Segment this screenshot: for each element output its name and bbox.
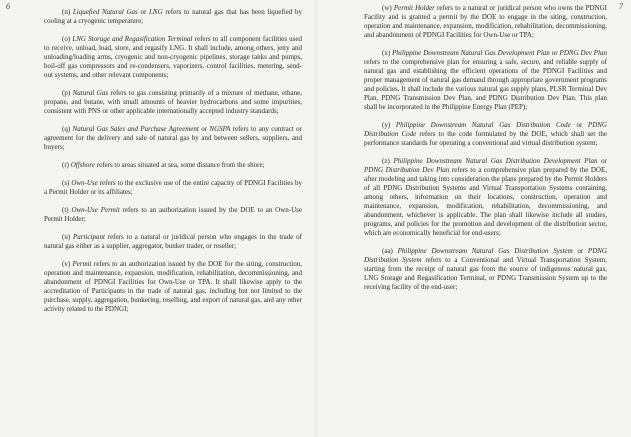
definition-paragraph [364, 4, 607, 40]
definition-text: refers to an authorization issued by the DOE for the siting, construction, operation and maintenance, expansion, modification, rehabilitation, decommissioning, and abandonment of PDNGI Facilities for Own-Use or TPA. It shall likewise apply to the accreditation of Participants in the trade of natural gas, including but not limited to the purchase, supply, aggregation, bunkering, reselling, and export of natural gas, and any other activity related to the PDNGI; [44, 260, 302, 313]
defined-term: PDNG Distribution System [364, 247, 607, 264]
defined-term: Natural Gas [72, 89, 109, 97]
defined-term: PDNG Dev Plan [559, 49, 607, 57]
definition-paragraph [44, 233, 302, 251]
defined-term: Philippine Downstream Natural Gas Distribution Development Plan [393, 157, 598, 165]
definition-text: refers to a natural or juridical person who owns the PDNGI Facility and is granted a permit by the DOE to engage in the siting, construction, operation and maintenance, expansion, modification, rehabilitation, decommissioning, and abandonment of PDNGI Facilities for Own-Use or TPA; [364, 4, 608, 39]
definition-text: or [572, 247, 588, 255]
definition-text: (q) [62, 125, 73, 133]
definition-text: or [137, 8, 150, 16]
definition-text: refers to a natural or juridical person who engages in the trade of natural gas either as a supplier, aggregator, bunker trader, or reseller; [44, 233, 302, 250]
definition-text: refers to natural gas that has been liquefied by cooling at a cryogenic temperature; [44, 8, 302, 25]
definition-text: (z) [382, 157, 394, 165]
definition-paragraph [44, 35, 302, 80]
definition-text: (r) [62, 161, 71, 169]
definition-text: (p) [62, 89, 73, 97]
defined-term: Own-Use [71, 179, 98, 187]
definition-text: refers to the exclusive use of the entire capacity of PDNGI Facilities by a Permit Holder or its affiliates; [44, 179, 302, 196]
definition-text: or [549, 49, 560, 57]
definition-paragraph [44, 8, 302, 26]
definitions-column [44, 8, 302, 323]
page-right [316, 0, 631, 437]
definitions-column [364, 4, 607, 301]
definition-text: refers to a comprehensive plan prepared by the DOE, after modeling and taking into consideration the plans prepared by the Permit Holders of all PDNG Distribution Systems and Virtual Transportation Systems containing, among others, information on their locations, construction, operation and maintenance, expansion, modification, rehabilitation, decommissioning, and abandonment, whichever is applicable. The plan shall likewise include all studies, programs, and policies for the promotion and development of the distribution sector, which are economically beneficial for end-users; [364, 166, 607, 237]
page-number: 7 [619, 2, 623, 11]
page-number: 6 [6, 2, 10, 11]
definition-text: or [570, 121, 588, 129]
definition-paragraph [364, 49, 607, 112]
definition-text: (n) [62, 8, 73, 16]
definition-paragraph [44, 179, 302, 197]
definition-text: refers to a Conventional and Virtual Transportation System, starting from the receipt of natural gas from the source of indigenous natural gas, LNG Storage and Regasification Terminal, or PDNG Transmission System up to the receiving facility of the end-user; [364, 256, 607, 291]
definition-text: refers to the comprehensive plan for ensuring a safe, secure, and reliable supply of natural gas and establishing the efficient operations of the PDNGI Facilities and proper management of natural gas demand through appropriate government programs and policies. It shall include the various natural gas supply plans, PLSR Terminal Dev Plan, PDNG Transmission Dev Plan, and PDNG Distribution Dev Plan. This plan shall be incorporated in the Philippine Energy Plan (PEP); [364, 58, 607, 111]
definition-text: refers to areas situated at sea, some distance from the shore; [95, 161, 265, 169]
definition-paragraph [44, 206, 302, 224]
defined-term: Philippine Downstream Natural Gas Distribution System [397, 247, 573, 255]
definition-paragraph [44, 260, 302, 314]
definition-text: (aa) [382, 247, 398, 255]
definition-text: refers to the code formulated by the DOE, which shall set the performance standards for operating a conventional and virtual distribution system; [364, 130, 607, 147]
definition-text: refers to all component facilities used to receive, unload, load, store, and regasify LNG. It shall include, among others, jetty and unloading/loading arms, cryogenic and non-cryogenic pipelines, storage tanks and pumps, boil-off gas compressors and re-condensers, vaporizers, control facilities, metering, send-out systems, and other relevant components; [44, 35, 302, 79]
definition-text: refers to gas consisting primarily of a mixture of methane, ethane, propane, and butane, with small amounts of heavier hydrocarbons and some impurities, consistent with PNS or other applicable internationally accepted industry standards; [44, 89, 302, 115]
defined-term: Own-Use Permit [71, 206, 120, 214]
defined-term: Liquefied Natural Gas [72, 8, 138, 16]
defined-term: Philippine Downstream Natural Gas Development Plan [392, 49, 550, 57]
definition-text: or [198, 125, 210, 133]
defined-term: LNG Storage and Regasification Terminal [72, 35, 193, 43]
definition-text: (o) [62, 35, 73, 43]
defined-term: Natural Gas Sales and Purchase Agreement [72, 125, 199, 133]
defined-term: PDNG Distribution Code [364, 121, 607, 138]
definition-text: refers to an authorization issued by the DOE to an Own-Use Permit Holder; [44, 206, 303, 223]
defined-term: PDNG Distribution Dev Plan [364, 166, 450, 174]
definition-text: (y) [382, 121, 396, 129]
definition-text: (w) [382, 4, 394, 12]
definition-paragraph [364, 121, 607, 148]
defined-term: NGSPA [209, 125, 231, 133]
definition-paragraph [364, 157, 607, 238]
definition-text: (t) [62, 206, 72, 214]
definition-text: refers to any contract or agreement for the delivery and sale of natural gas by and between sellers, suppliers, and buyers; [44, 125, 302, 151]
defined-term: Philippine Downstream Natural Gas Distribution Code [395, 121, 571, 129]
definition-paragraph [44, 161, 302, 170]
defined-term: Participant [73, 233, 105, 241]
definition-text: or [597, 157, 607, 165]
definition-text: (v) [62, 260, 73, 268]
defined-term: Permit [72, 260, 92, 268]
defined-term: Permit Holder [393, 4, 435, 12]
defined-term: Offshore [70, 161, 95, 169]
defined-term: LNG [149, 8, 163, 16]
definition-text: (x) [382, 49, 393, 57]
definition-text: (s) [62, 179, 72, 187]
definition-text: (u) [62, 233, 74, 241]
definition-paragraph [44, 125, 302, 152]
definition-paragraph [44, 89, 302, 116]
definition-paragraph [364, 247, 607, 292]
